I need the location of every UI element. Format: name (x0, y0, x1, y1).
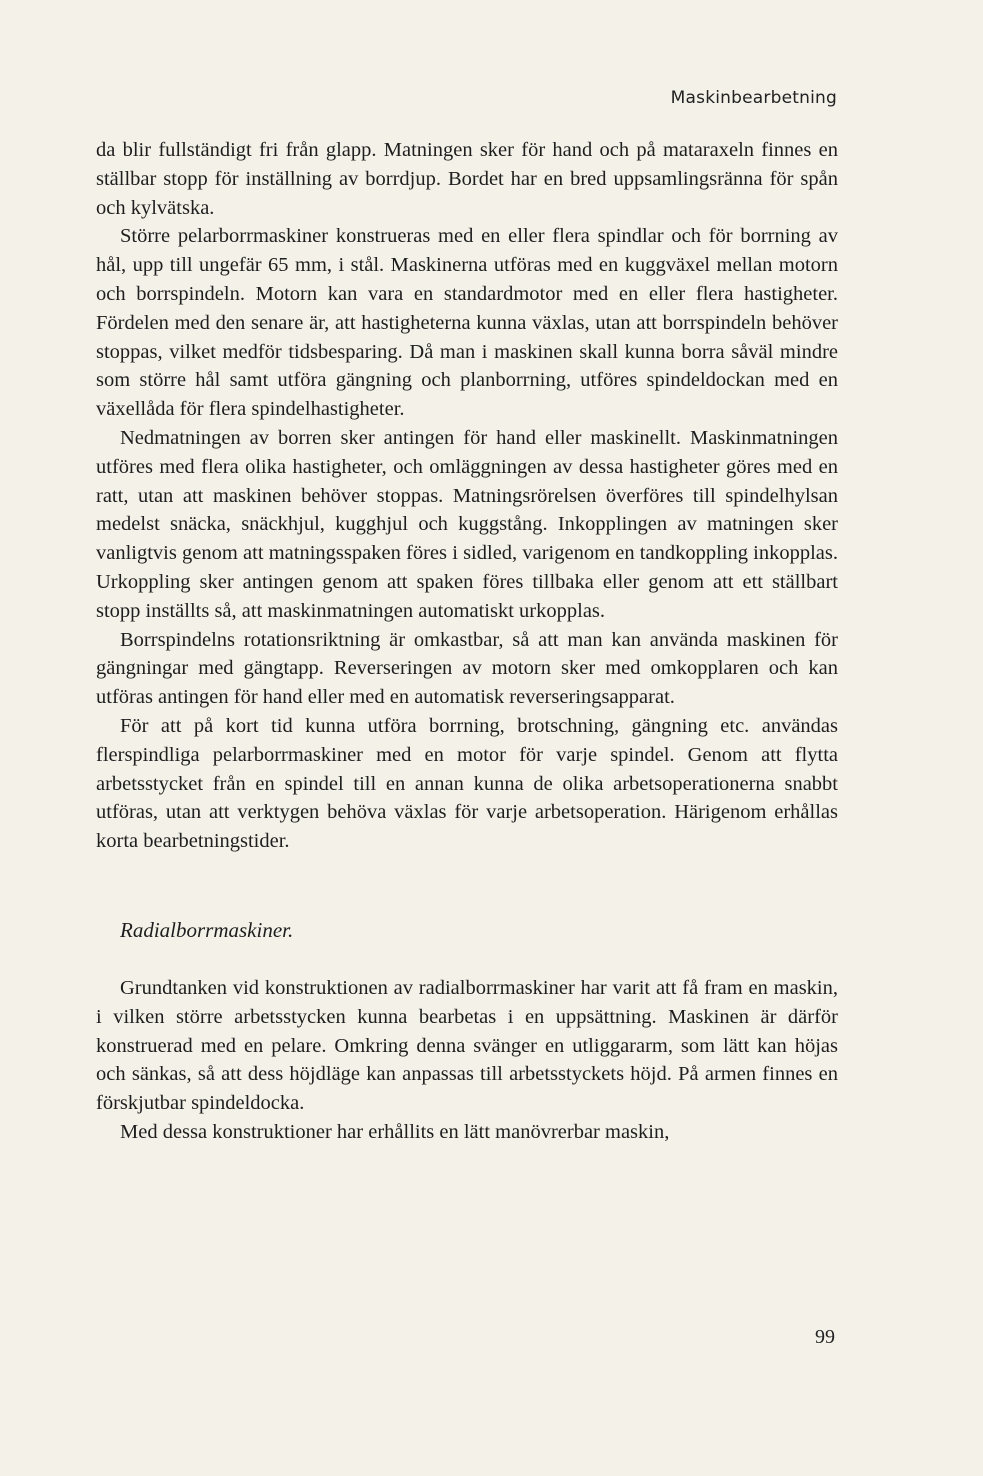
page-number: 99 (815, 1326, 835, 1348)
paragraph-grundtanken: Grundtanken vid konstruktionen av radialborrmaskiner har varit att få fram en maskin, i vilken större arbetsstycken kunna bearbetas i en uppsättning. Maskinen är därför konstruerad med en pelare. Omkring denna svänger en utliggararm, som lätt kan höjas och sänkas, så att dess höjdläge kan anpassas till arbetsstyckets höjd. På armen finnes en förskjutbar spindeldocka. (96, 976, 838, 1115)
paragraph-continuation: da blir fullständigt fri från glapp. Matningen sker för hand och på mataraxeln finnes en ställbar stopp för inställning av borrdjup. Bordet har en bred uppsamlingsränna för spån och kylvätska. (96, 139, 838, 219)
paragraph-nedmatning: Nedmatningen av borren sker antingen för hand eller maskinellt. Maskinmatningen utföres med flera olika hastigheter, och omläggningen av dessa hastigheter göres med en ratt, utan att maskinen behöver stoppas. Matningsrörelsen överföres till spindelhylsan medelst snäcka, snäckhjul, kugghjul och kuggstång. Inkopplingen av matningen sker vanligtvis genom att matningsspaken föres i sidled, varigenom en tandkoppling inkopplas. Urkoppling sker antingen genom att spaken föres tillbaka eller genom att ett ställbart stopp inställts så, att maskinmatningen automatiskt urkopplas. (96, 426, 838, 622)
running-head: Maskinbearbetning (670, 88, 837, 108)
paragraph-rotationsriktning: Borrspindelns rotationsriktning är omkastbar, så att man kan använda maskinen för gängningar med gängtapp. Reverseringen av motorn sker med omkopplaren och kan utföras antingen för hand eller med en automatisk reverseringsapparat. (96, 628, 838, 709)
body-text (96, 136, 838, 1147)
paragraph-pelarborrmaskiner: Större pelarborrmaskiner konstrueras med en eller flera spindlar och för borrning av hål, upp till ungefär 65 mm, i stål. Maskinerna utföras med en kuggväxel mellan motorn och borrspindeln. Motorn kan vara en standardmotor med en eller flera hastigheter. Fördelen med den senare är, att hastigheterna kunna växlas, utan att borrspindeln behöver stoppas, vilket medför tidsbesparing. Då man i maskinen skall kunna borra såväl mindre som större hål samt utföra gängning och planborrning, utföres spindeldockan med en växellåda för flera spindelhastigheter. (96, 225, 838, 421)
section-heading: Radialborrmaskiner. (120, 917, 294, 942)
paragraph-flerspindliga: För att på kort tid kunna utföra borrning, brotschning, gängning etc. användas flerspindliga pelarborrmaskiner med en motor för varje spindel. Genom att flytta arbetsstycket från en spindel till en annan kunna de olika arbetsoperationerna snabbt utföras, utan att verktygen behöva växlas för varje arbetsoperation. Härigenom erhållas korta bearbetningstider. (96, 714, 838, 853)
paragraph-konstruktioner: Med dessa konstruktioner har erhållits en lätt manövrerbar maskin, (120, 1120, 670, 1143)
